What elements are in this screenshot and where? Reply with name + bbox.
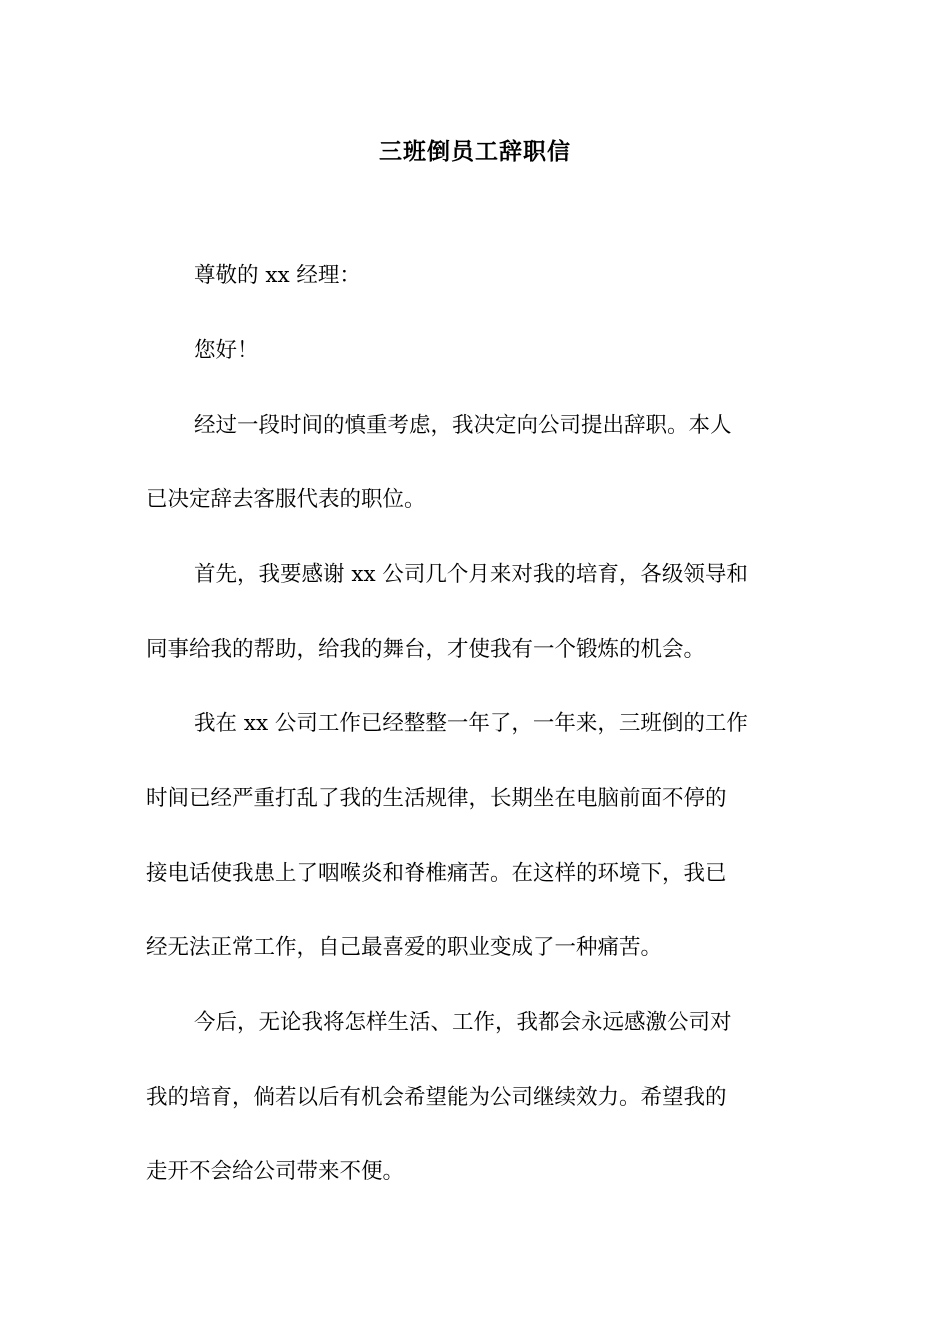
paragraph-1-line-1: 经过一段时间的慎重考虑，我决定向公司提出辞职。本人 (194, 413, 732, 438)
paragraph-3-line-1: 我在 xx 公司工作已经整整一年了，一年来，三班倒的工作 (194, 711, 748, 736)
document-title: 三班倒员工辞职信 (379, 138, 571, 165)
greeting-line: 您好！ (194, 338, 259, 363)
paragraph-3-line-2: 时间已经严重打乱了我的生活规律，长期坐在电脑前面不停的 (146, 786, 727, 811)
paragraph-2-line-1: 首先，我要感谢 xx 公司几个月来对我的培育，各级领导和 (194, 562, 748, 587)
salutation-line: 尊敬的 xx 经理： (194, 263, 361, 288)
paragraph-3-line-4: 经无法正常工作，自己最喜爱的职业变成了一种痛苦。 (146, 935, 663, 960)
paragraph-2-line-2: 同事给我的帮助，给我的舞台，才使我有一个锻炼的机会。 (146, 637, 706, 662)
paragraph-4-line-2: 我的培育，倘若以后有机会希望能为公司继续效力。希望我的 (146, 1085, 727, 1110)
paragraph-4-line-1: 今后，无论我将怎样生活、工作，我都会永远感激公司对 (194, 1010, 732, 1035)
paragraph-1-line-2: 已决定辞去客服代表的职位。 (146, 487, 426, 512)
paragraph-4-line-3: 走开不会给公司带来不便。 (146, 1159, 405, 1184)
paragraph-3-line-3: 接电话使我患上了咽喉炎和脊椎痛苦。在这样的环境下，我已 (146, 861, 727, 886)
